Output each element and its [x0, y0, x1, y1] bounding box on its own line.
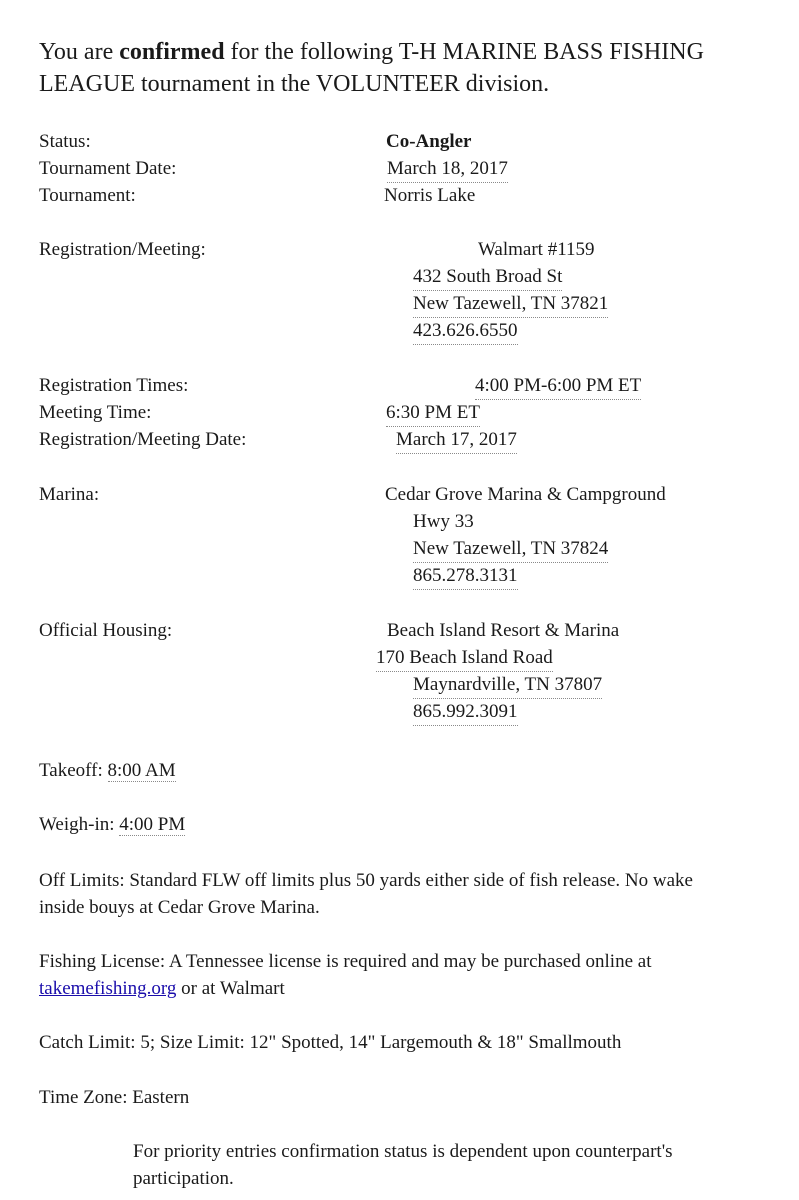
registration-city[interactable]: New Tazewell, TN 37821	[413, 290, 608, 318]
meeting-time-value[interactable]: 6:30 PM ET	[386, 399, 480, 427]
status-value: Co-Angler	[386, 131, 472, 152]
tournament-date-label: Tournament Date:	[39, 158, 177, 179]
registration-name: Walmart #1159	[478, 239, 595, 260]
fishing-license-text	[39, 948, 754, 1002]
heading-confirmed: confirmed	[119, 39, 225, 65]
confirmation-heading	[39, 36, 779, 100]
heading-prefix: You are	[39, 39, 120, 65]
housing-phone[interactable]: 865.992.3091	[413, 698, 518, 726]
weigh-in-value[interactable]: 4:00 PM	[119, 814, 186, 835]
marina-label: Marina:	[39, 484, 100, 505]
tournament-label: Tournament:	[39, 185, 136, 206]
registration-phone[interactable]: 423.626.6550	[413, 317, 518, 345]
registration-label: Registration/Meeting:	[39, 239, 206, 260]
housing-label: Official Housing:	[39, 620, 173, 641]
takeoff-line	[39, 757, 759, 784]
license-prefix: Fishing License: A Tennessee license is required and may be purchased online at	[39, 951, 652, 972]
housing-street[interactable]: 170 Beach Island Road	[376, 644, 553, 672]
catch-limit-text: Catch Limit: 5; Size Limit: 12" Spotted, 14" Largemouth & 18" Smallmouth	[39, 1032, 622, 1053]
registration-times-label: Registration Times:	[39, 375, 189, 396]
marina-street: Hwy 33	[413, 511, 474, 532]
registration-street[interactable]: 432 South Broad St	[413, 263, 562, 291]
tournament-date-value[interactable]: March 18, 2017	[387, 155, 508, 183]
marina-phone[interactable]: 865.278.3131	[413, 562, 518, 590]
meeting-date-value[interactable]: March 17, 2017	[396, 426, 517, 454]
priority-note: For priority entries confirmation status is dependent upon counterpart's participation.	[133, 1141, 673, 1189]
weigh-in-label: Weigh-in:	[39, 814, 120, 835]
marina-city[interactable]: New Tazewell, TN 37824	[413, 535, 608, 563]
off-limits-text: Off Limits: Standard FLW off limits plus 50 yards either side of fish release. No wake inside bouys at Cedar Grove Marina.	[39, 870, 693, 918]
takemefishing-link[interactable]: takemefishing.org	[39, 978, 177, 999]
meeting-date-label: Registration/Meeting Date:	[39, 429, 247, 450]
meeting-time-label: Meeting Time:	[39, 402, 152, 423]
tournament-value: Norris Lake	[384, 185, 476, 206]
registration-times-value[interactable]: 4:00 PM-6:00 PM ET	[475, 372, 641, 400]
housing-name: Beach Island Resort & Marina	[387, 620, 620, 641]
heading-suffix: for the following T-H MARINE BASS FISHING LEAGUE tournament in the VOLUNTEER division.	[39, 39, 704, 97]
weigh-in-line	[39, 811, 759, 838]
takeoff-label: Takeoff:	[39, 760, 108, 781]
marina-name: Cedar Grove Marina & Campground	[385, 484, 666, 505]
housing-city[interactable]: Maynardville, TN 37807	[413, 671, 602, 699]
time-zone-text: Time Zone: Eastern	[39, 1087, 190, 1108]
status-label: Status:	[39, 131, 91, 152]
takeoff-value[interactable]: 8:00 AM	[107, 760, 176, 781]
license-suffix: or at Walmart	[176, 978, 285, 999]
